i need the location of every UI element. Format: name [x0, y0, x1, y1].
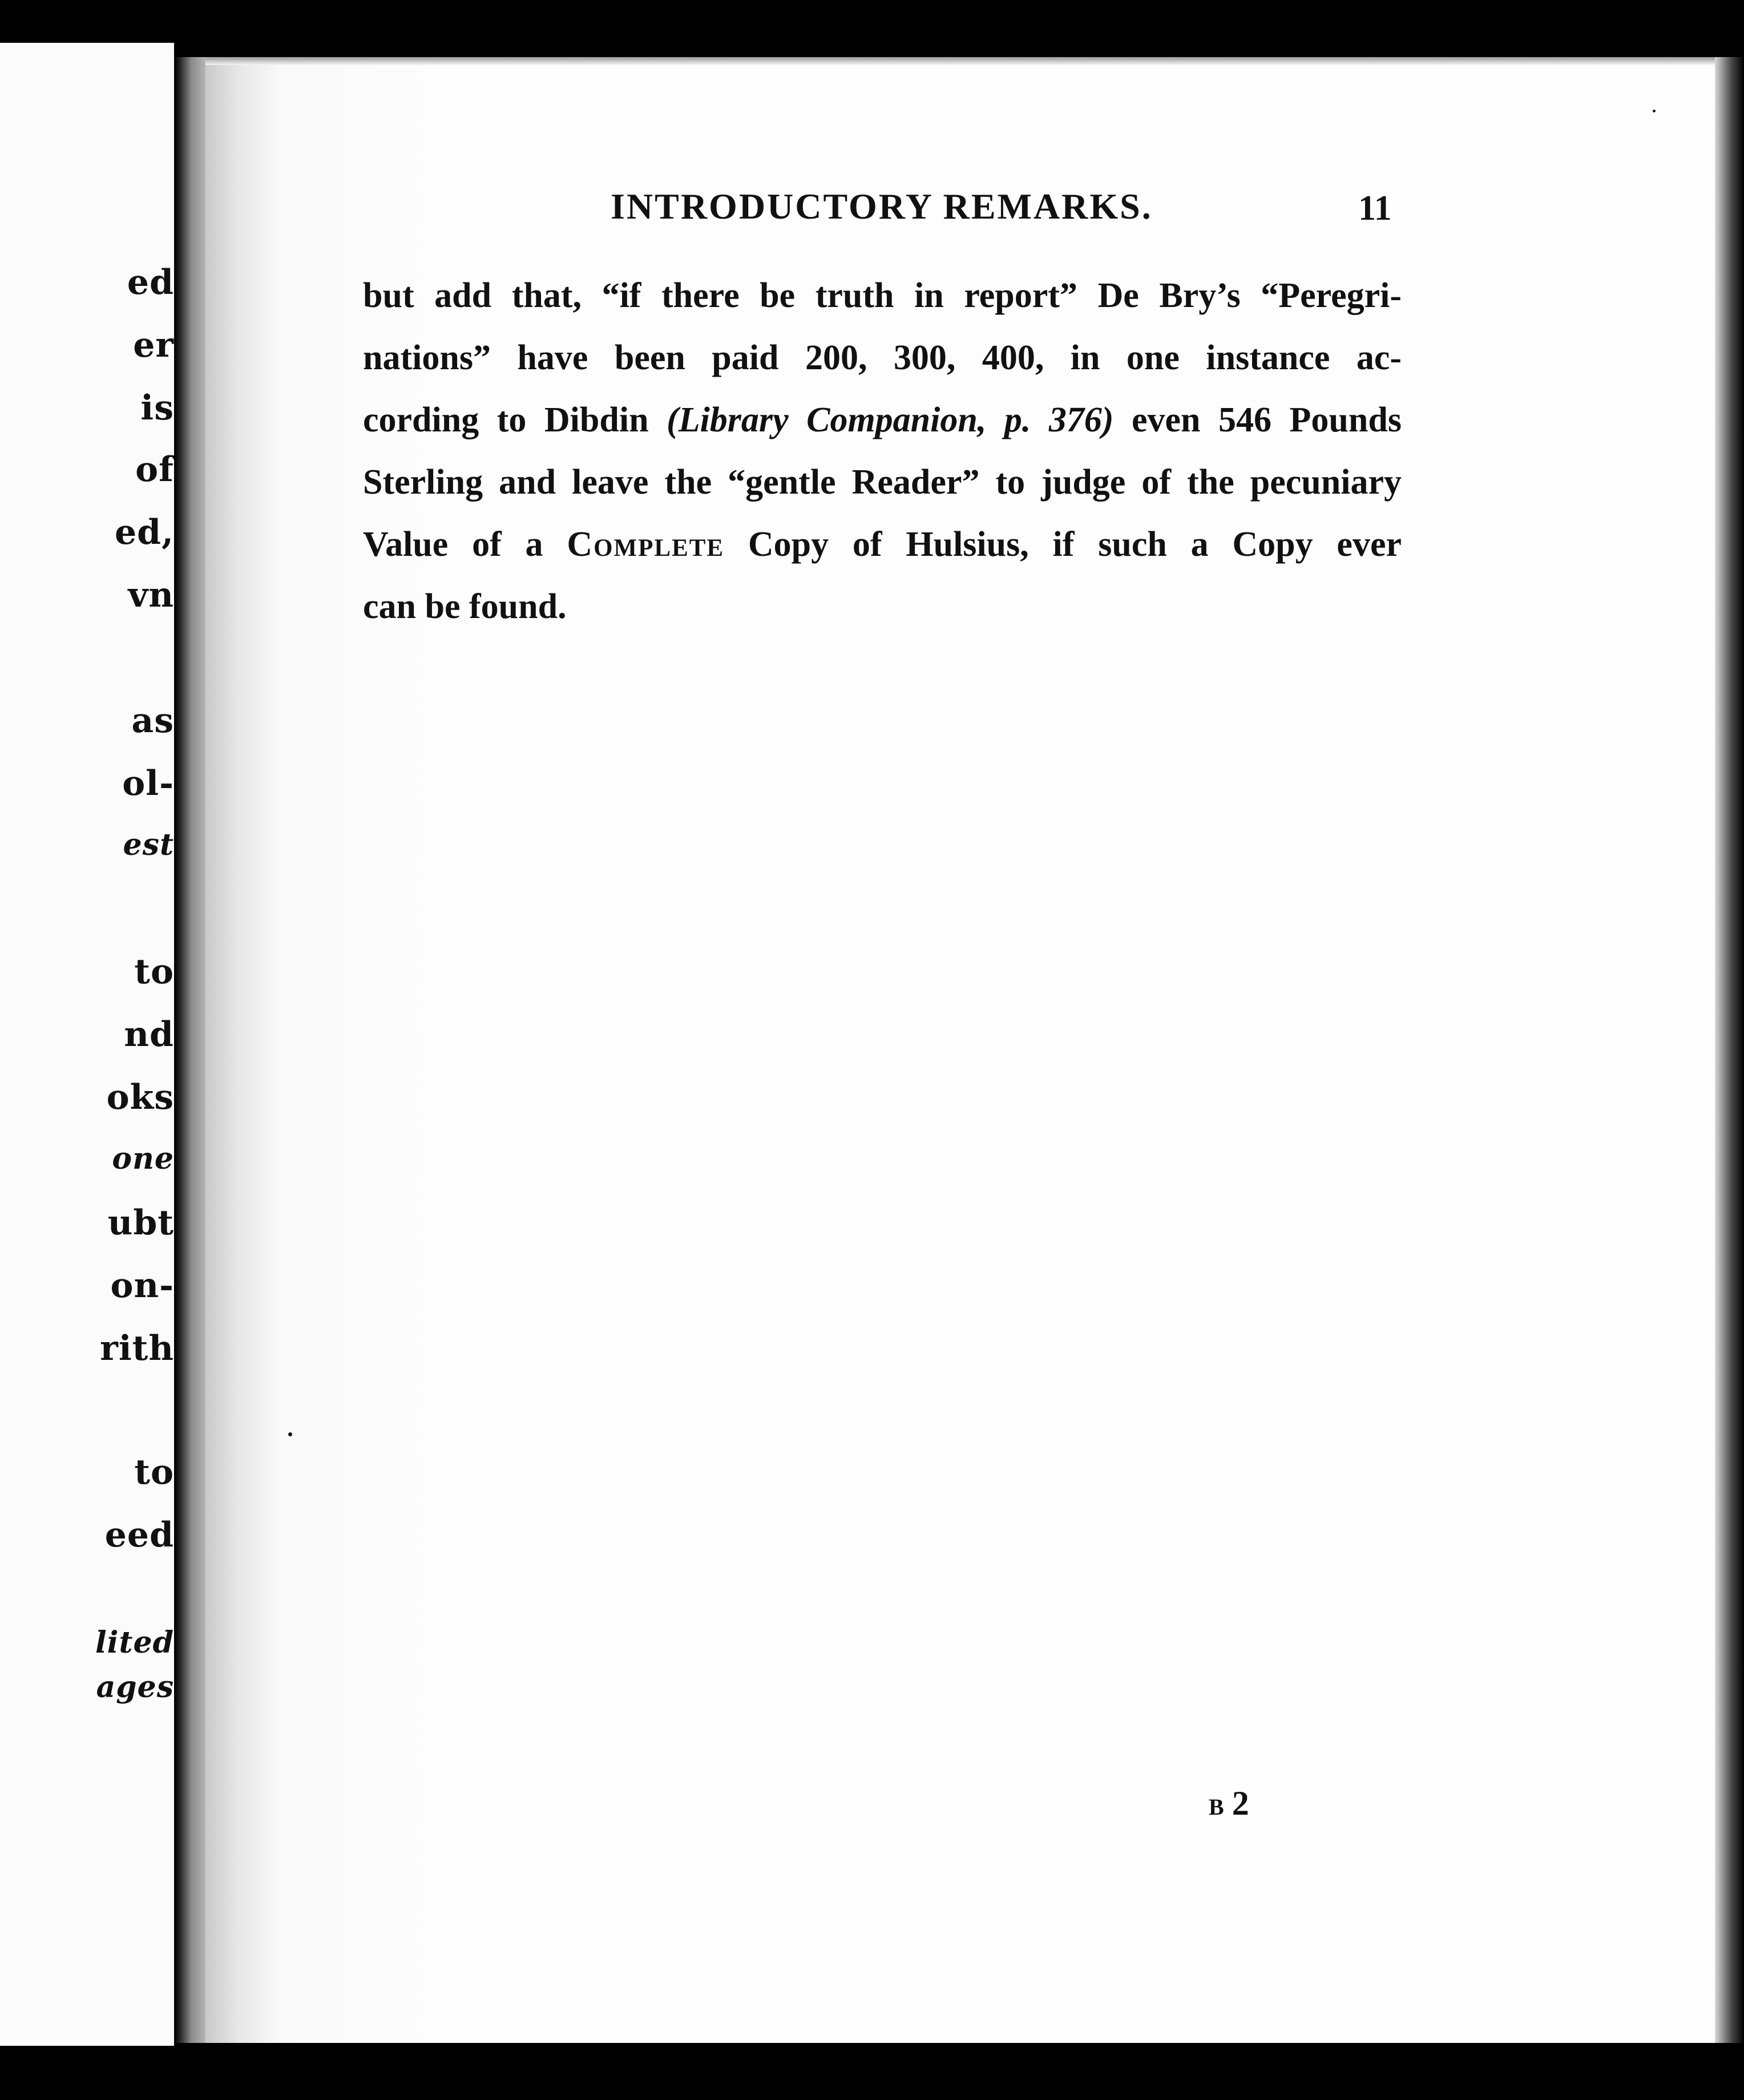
page-number: 11: [1358, 189, 1392, 228]
signature-mark: [1209, 1786, 1249, 1820]
text-line: [363, 273, 1402, 335]
left-facing-page: [0, 43, 174, 2046]
left-page-fragment: to: [134, 1452, 174, 1492]
left-page-fragment: is: [140, 388, 174, 428]
left-page-fragment: ol-: [122, 764, 174, 803]
text-line: [363, 584, 1402, 646]
page-header: [0, 188, 1744, 234]
citation-reference: (Library Companion, p. 376): [667, 401, 1114, 439]
left-page-fragment: one: [112, 1141, 174, 1176]
text-span: even 546 Pounds: [1113, 401, 1402, 439]
signature-number: 2: [1232, 1784, 1249, 1822]
text-span: nations” have been paid 200, 300, 400, in one instance ac-: [363, 338, 1402, 377]
page-top-edge: [205, 57, 1715, 65]
text-span: Sterling and leave the “gentle Reader” to judge of the pecuniary: [363, 463, 1402, 502]
left-page-fragment: eed: [104, 1515, 174, 1555]
ink-speck: [288, 1432, 292, 1436]
text-span: Value of a: [363, 525, 567, 564]
running-head: INTRODUCTORY REMARKS.: [611, 186, 1153, 227]
left-page-fragment: to: [134, 952, 174, 992]
text-line: [363, 397, 1402, 459]
left-page-fragment: est: [123, 827, 174, 862]
body-text: [363, 273, 1402, 646]
page-right-edge: [1715, 57, 1744, 2043]
left-page-fragment: vn: [128, 575, 174, 615]
text-line: [363, 335, 1402, 397]
text-span: can be found.: [363, 587, 567, 626]
text-span: but add that, “if there be truth in report” De Bry’s “Peregri-: [363, 276, 1402, 315]
left-page-fragment: rith: [100, 1328, 174, 1368]
left-page-fragment: ed: [127, 262, 174, 302]
left-page-fragment: ubt: [107, 1203, 174, 1243]
left-page-fragment: er: [133, 325, 174, 365]
text-span: Copy of Hulsius, if such a Copy ever: [724, 525, 1402, 564]
small-caps-word: Complete: [567, 525, 725, 564]
left-page-fragment: ages: [96, 1670, 174, 1705]
text-span: cording to Dibdin: [363, 401, 667, 439]
signature-letter: B: [1209, 1794, 1224, 1820]
left-page-fragment: of: [135, 450, 174, 490]
left-page-fragment: lited: [95, 1625, 174, 1660]
left-page-fragment: on-: [110, 1266, 174, 1306]
left-page-fragment: nd: [124, 1015, 174, 1055]
text-line: [363, 459, 1402, 522]
left-page-fragment: oks: [106, 1077, 174, 1117]
left-page-fragment: as: [131, 701, 174, 741]
text-line: [363, 522, 1402, 584]
left-page-fragment: ed,: [114, 512, 174, 552]
ink-speck: [1653, 110, 1656, 112]
